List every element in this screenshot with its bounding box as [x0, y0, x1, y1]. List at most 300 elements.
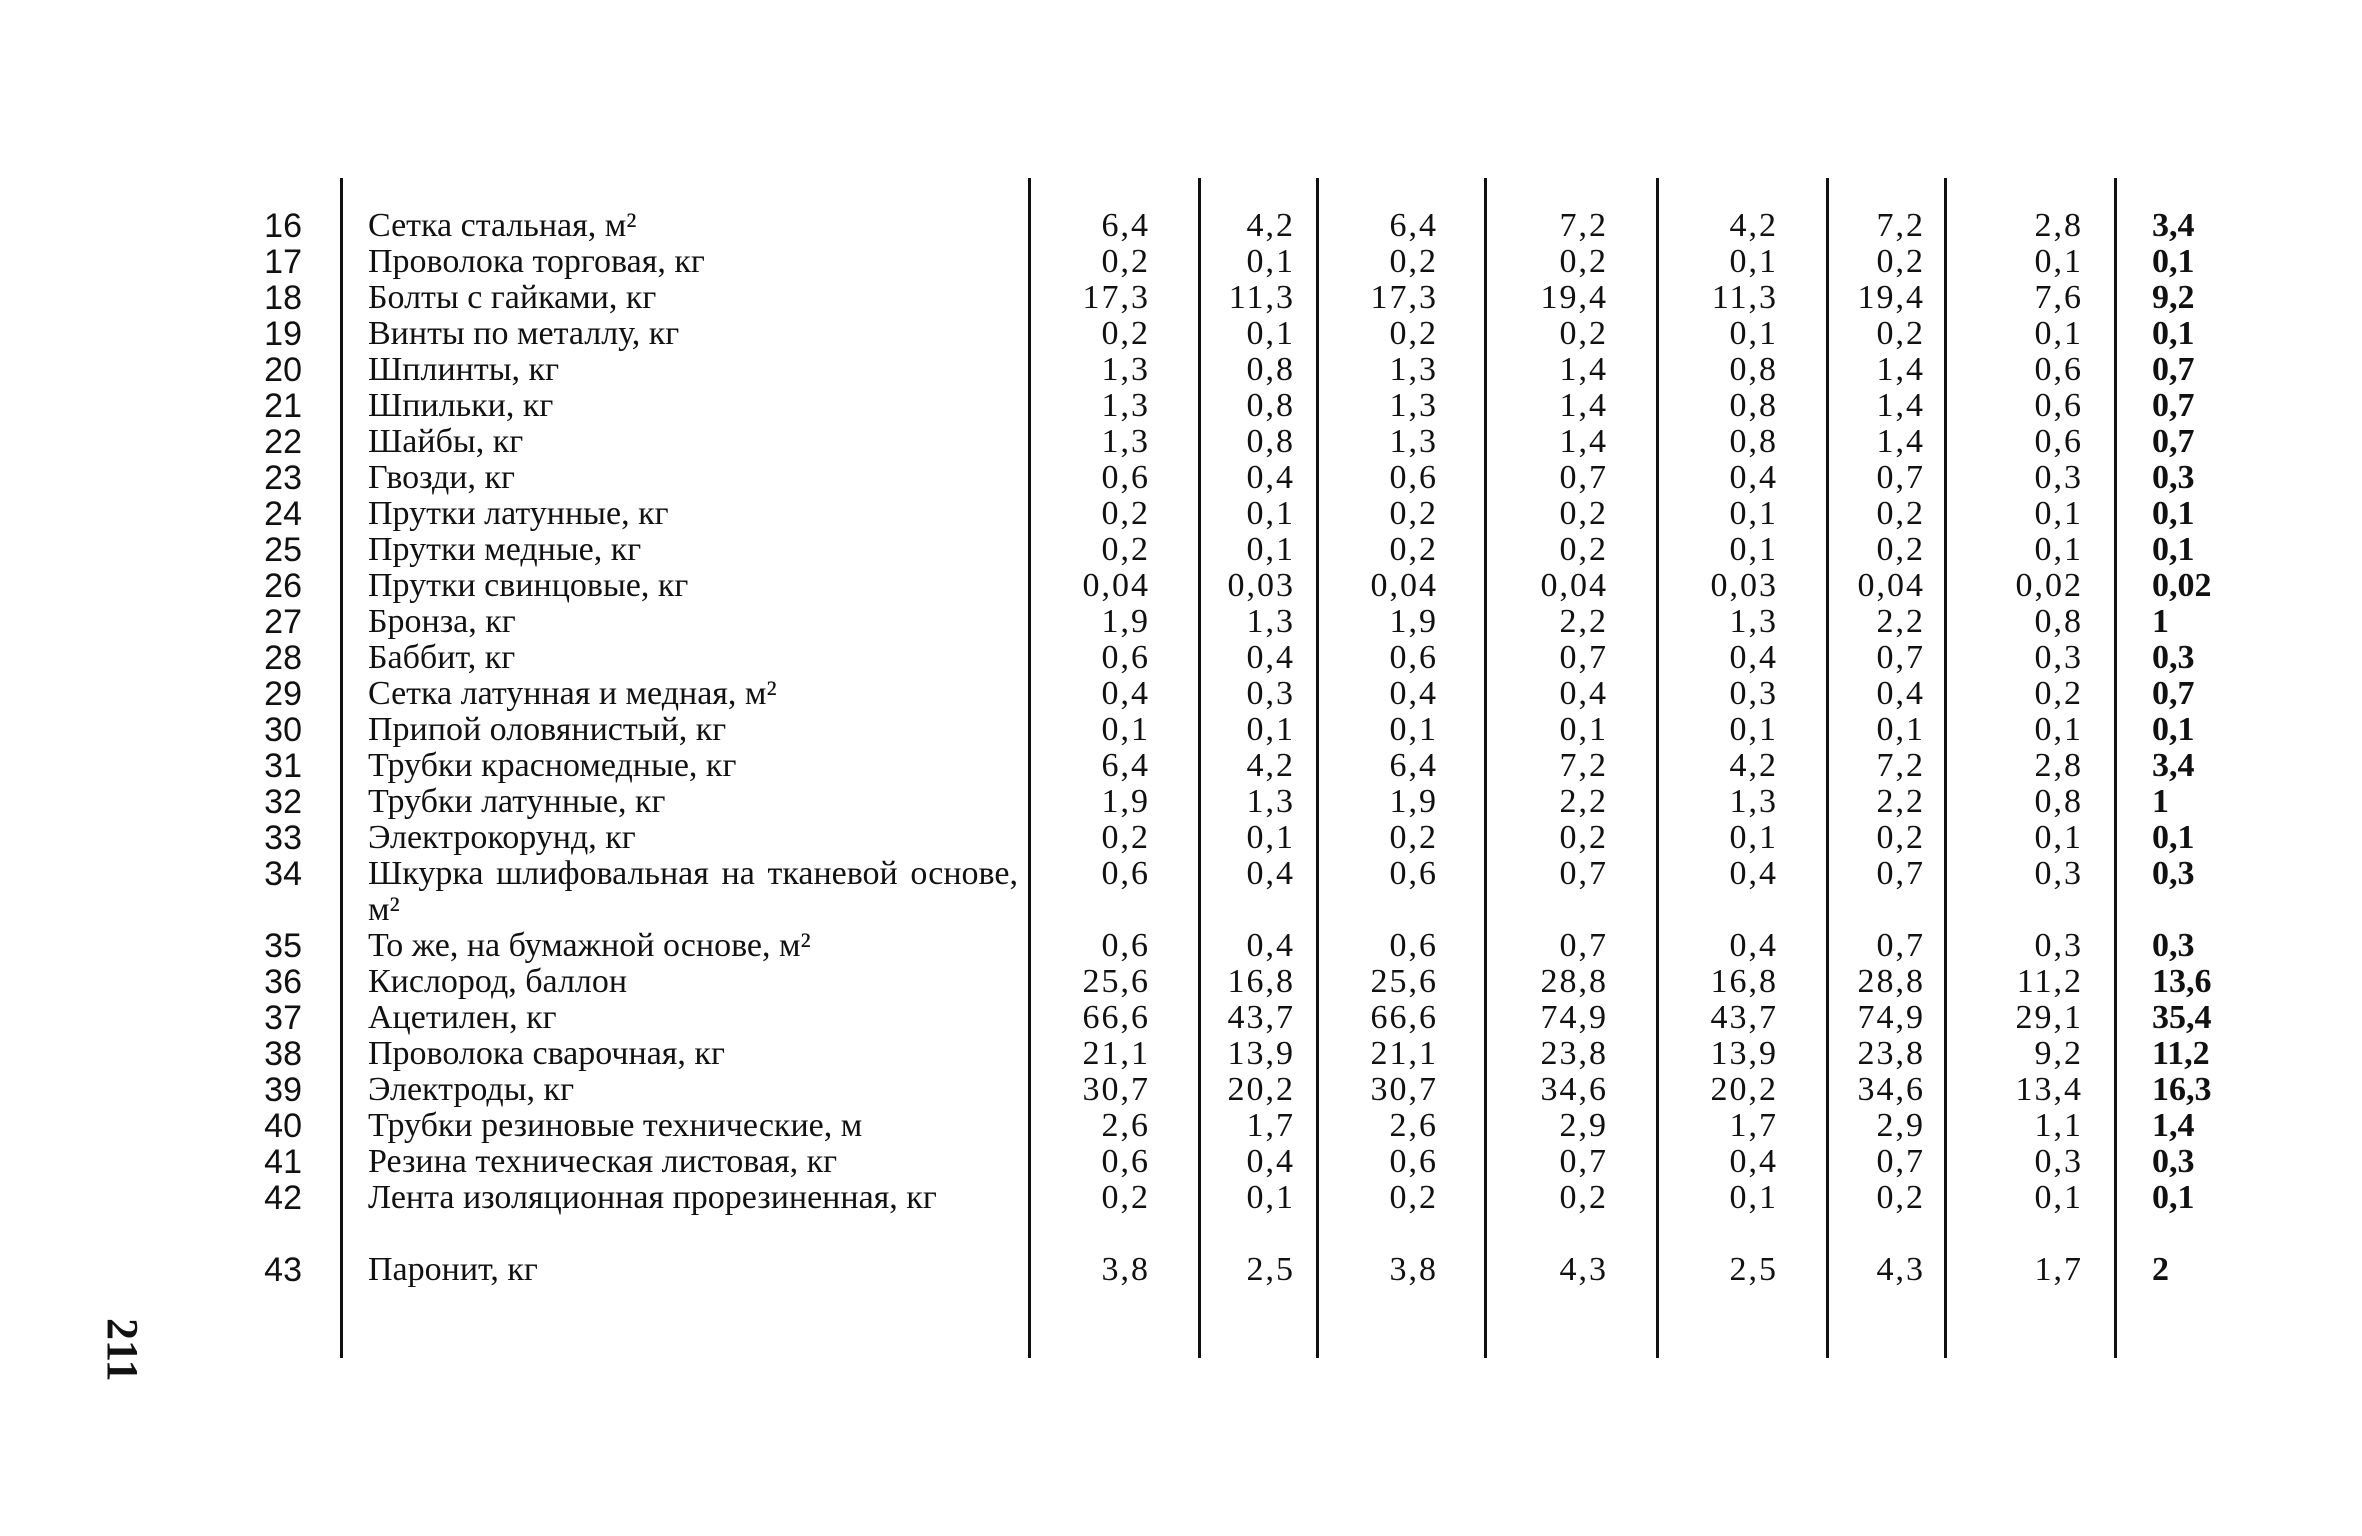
value-cell: 6,4 — [1101, 207, 1150, 244]
row-number: 38 — [264, 1035, 302, 1073]
value-cell: 0,1 — [1729, 531, 1778, 568]
value-cell: 0,2 — [1101, 315, 1150, 352]
table-row — [0, 460, 2362, 496]
page-number: 211 — [98, 1318, 147, 1382]
value-cell: 0,3 — [1729, 675, 1778, 712]
value-cell: 1,9 — [1101, 603, 1150, 640]
material-name: Шпильки, кг — [368, 387, 554, 424]
value-cell: 74,9 — [1857, 999, 1925, 1036]
value-cell: 28,8 — [1540, 963, 1608, 1000]
row-number: 32 — [264, 783, 302, 821]
value-cell: 6,4 — [1101, 747, 1150, 784]
value-cell: 0,1 — [1876, 711, 1925, 748]
row-number: 36 — [264, 963, 302, 1001]
table-row — [0, 424, 2362, 460]
value-cell: 0,3 — [2034, 927, 2083, 964]
value-cell: 1,9 — [1389, 603, 1438, 640]
value-cell: 1,3 — [1246, 603, 1295, 640]
value-cell: 0,4 — [1876, 675, 1925, 712]
material-name: Сетка латунная и медная, м² — [368, 675, 777, 712]
value-cell: 0,3 — [1246, 675, 1295, 712]
value-cell: 0,2 — [1876, 315, 1925, 352]
value-cell: 0,1 — [2034, 819, 2083, 856]
value-cell: 0,6 — [1101, 1143, 1150, 1180]
value-cell: 1,9 — [1101, 783, 1150, 820]
value-cell: 0,6 — [2034, 351, 2083, 388]
row-number: 21 — [264, 387, 302, 425]
value-cell: 0,7 — [1559, 639, 1608, 676]
row-number: 19 — [264, 315, 302, 353]
value-cell: 0,1 — [2152, 819, 2195, 856]
value-cell: 1,4 — [1559, 423, 1608, 460]
value-cell: 7,6 — [2034, 279, 2083, 316]
value-cell: 0,2 — [1559, 531, 1608, 568]
table-row — [0, 712, 2362, 748]
value-cell: 2,2 — [1559, 603, 1608, 640]
value-cell: 11,2 — [2152, 1035, 2210, 1072]
value-cell: 6,4 — [1389, 747, 1438, 784]
value-cell: 21,1 — [1370, 1035, 1438, 1072]
value-cell: 0,2 — [1389, 315, 1438, 352]
value-cell: 1,3 — [1101, 423, 1150, 460]
value-cell: 0,8 — [1729, 351, 1778, 388]
value-cell: 17,3 — [1370, 279, 1438, 316]
table-row — [0, 388, 2362, 424]
material-name: То же, на бумажной основе, м² — [368, 927, 811, 964]
table-row — [0, 1108, 2362, 1144]
table-row — [0, 1000, 2362, 1036]
table-row — [0, 1036, 2362, 1072]
value-cell: 74,9 — [1540, 999, 1608, 1036]
value-cell: 3,4 — [2152, 747, 2195, 784]
value-cell: 0,4 — [1246, 459, 1295, 496]
value-cell: 0,1 — [1246, 495, 1295, 532]
material-name: Шайбы, кг — [368, 423, 524, 460]
value-cell: 0,8 — [1246, 423, 1295, 460]
value-cell: 0,7 — [2152, 351, 2195, 388]
value-cell: 1,3 — [1389, 351, 1438, 388]
material-name: Прутки медные, кг — [368, 531, 642, 568]
row-number: 23 — [264, 459, 302, 497]
value-cell: 7,2 — [1559, 207, 1608, 244]
value-cell: 0,8 — [1729, 387, 1778, 424]
value-cell: 28,8 — [1857, 963, 1925, 1000]
value-cell: 0,6 — [1101, 639, 1150, 676]
value-cell: 3,8 — [1101, 1251, 1150, 1288]
value-cell: 2,2 — [1876, 783, 1925, 820]
value-cell: 0,1 — [1101, 711, 1150, 748]
value-cell: 0,1 — [2034, 1179, 2083, 1216]
material-name: Трубки резиновые технические, м — [368, 1107, 863, 1144]
value-cell: 0,2 — [1101, 531, 1150, 568]
table-row — [0, 568, 2362, 604]
value-cell: 30,7 — [1370, 1071, 1438, 1108]
value-cell: 0,6 — [1389, 639, 1438, 676]
value-cell: 0,03 — [1227, 567, 1295, 604]
value-cell: 0,7 — [2152, 675, 2195, 712]
material-name: Баббит, кг — [368, 639, 516, 676]
value-cell: 34,6 — [1540, 1071, 1608, 1108]
row-number: 31 — [264, 747, 302, 785]
value-cell: 0,6 — [1389, 1143, 1438, 1180]
value-cell: 1,3 — [1729, 783, 1778, 820]
value-cell: 1,7 — [1729, 1107, 1778, 1144]
value-cell: 0,2 — [1389, 531, 1438, 568]
value-cell: 0,7 — [2152, 387, 2195, 424]
material-name: Припой оловянистый, кг — [368, 711, 727, 748]
value-cell: 0,4 — [1101, 675, 1150, 712]
value-cell: 6,4 — [1389, 207, 1438, 244]
table-row — [0, 208, 2362, 244]
value-cell: 2,5 — [1729, 1251, 1778, 1288]
value-cell: 13,6 — [2152, 963, 2212, 1000]
value-cell: 0,2 — [1876, 1179, 1925, 1216]
value-cell: 0,7 — [1876, 459, 1925, 496]
value-cell: 0,2 — [1389, 243, 1438, 280]
row-number: 42 — [264, 1179, 302, 1217]
value-cell: 9,2 — [2152, 279, 2195, 316]
value-cell: 4,3 — [1876, 1251, 1925, 1288]
row-number: 25 — [264, 531, 302, 569]
value-cell: 2,8 — [2034, 747, 2083, 784]
value-cell: 0,6 — [1101, 459, 1150, 496]
table-row — [0, 1144, 2362, 1180]
value-cell: 0,04 — [1370, 567, 1438, 604]
value-cell: 0,1 — [2152, 711, 2195, 748]
row-number: 20 — [264, 351, 302, 389]
value-cell: 1,9 — [1389, 783, 1438, 820]
material-name: Проволока сварочная, кг — [368, 1035, 725, 1072]
value-cell: 11,3 — [1228, 279, 1295, 316]
row-number: 34 — [264, 855, 302, 893]
material-name: Электроды, кг — [368, 1071, 575, 1108]
value-cell: 7,2 — [1559, 747, 1608, 784]
value-cell: 0,7 — [1559, 459, 1608, 496]
table-row — [0, 244, 2362, 280]
value-cell: 0,7 — [1876, 855, 1925, 892]
value-cell: 0,1 — [1559, 711, 1608, 748]
value-cell: 0,6 — [2034, 387, 2083, 424]
value-cell: 0,6 — [1101, 927, 1150, 964]
value-cell: 16,8 — [1710, 963, 1778, 1000]
value-cell: 1,3 — [1389, 387, 1438, 424]
row-number: 29 — [264, 675, 302, 713]
value-cell: 0,7 — [1876, 927, 1925, 964]
value-cell: 7,2 — [1876, 747, 1925, 784]
value-cell: 9,2 — [2034, 1035, 2083, 1072]
row-number: 41 — [264, 1143, 302, 1181]
value-cell: 0,4 — [1389, 675, 1438, 712]
material-name: Прутки свинцовые, кг — [368, 567, 689, 604]
value-cell: 1,3 — [1101, 387, 1150, 424]
value-cell: 0,1 — [1729, 243, 1778, 280]
value-cell: 0,2 — [2034, 675, 2083, 712]
row-number: 17 — [264, 243, 302, 281]
value-cell: 0,2 — [1559, 243, 1608, 280]
value-cell: 0,1 — [1729, 819, 1778, 856]
value-cell: 1,7 — [2034, 1251, 2083, 1288]
table-row — [0, 928, 2362, 964]
value-cell: 0,3 — [2034, 459, 2083, 496]
value-cell: 2,2 — [1876, 603, 1925, 640]
table-row — [0, 1072, 2362, 1108]
value-cell: 13,9 — [1227, 1035, 1295, 1072]
value-cell: 1,3 — [1101, 351, 1150, 388]
value-cell: 0,1 — [2034, 315, 2083, 352]
value-cell: 0,1 — [1729, 315, 1778, 352]
row-number: 39 — [264, 1071, 302, 1109]
material-name: Гвозди, кг — [368, 459, 515, 496]
table-row — [0, 640, 2362, 676]
value-cell: 0,04 — [1540, 567, 1608, 604]
value-cell: 0,4 — [1729, 639, 1778, 676]
materials-table — [0, 208, 2362, 1288]
value-cell: 0,1 — [1246, 315, 1295, 352]
value-cell: 0,2 — [1876, 531, 1925, 568]
value-cell: 0,2 — [1559, 819, 1608, 856]
material-name: Шплинты, кг — [368, 351, 560, 388]
value-cell: 0,2 — [1876, 495, 1925, 532]
value-cell: 0,1 — [1246, 1179, 1295, 1216]
table-row — [0, 748, 2362, 784]
value-cell: 0,4 — [1246, 639, 1295, 676]
value-cell: 43,7 — [1710, 999, 1778, 1036]
value-cell: 0,2 — [1559, 315, 1608, 352]
table-row — [0, 820, 2362, 856]
value-cell: 0,02 — [2152, 567, 2212, 604]
row-number: 40 — [264, 1107, 302, 1145]
value-cell: 0,3 — [2034, 1143, 2083, 1180]
value-cell: 2,6 — [1101, 1107, 1150, 1144]
value-cell: 25,6 — [1370, 963, 1438, 1000]
value-cell: 0,3 — [2034, 639, 2083, 676]
value-cell: 7,2 — [1876, 207, 1925, 244]
value-cell: 2,6 — [1389, 1107, 1438, 1144]
value-cell: 0,1 — [2034, 531, 2083, 568]
value-cell: 29,1 — [2015, 999, 2083, 1036]
table-row — [0, 280, 2362, 316]
value-cell: 0,3 — [2152, 639, 2195, 676]
value-cell: 0,8 — [2034, 603, 2083, 640]
value-cell: 0,4 — [1559, 675, 1608, 712]
value-cell: 0,4 — [1246, 855, 1295, 892]
value-cell: 0,6 — [2034, 423, 2083, 460]
value-cell: 0,4 — [1729, 1143, 1778, 1180]
value-cell: 0,2 — [1389, 1179, 1438, 1216]
value-cell: 2 — [2152, 1251, 2169, 1288]
value-cell: 0,7 — [1876, 639, 1925, 676]
value-cell: 0,04 — [1857, 567, 1925, 604]
value-cell: 0,6 — [1101, 855, 1150, 892]
value-cell: 0,1 — [1729, 711, 1778, 748]
value-cell: 0,1 — [1246, 711, 1295, 748]
value-cell: 0,1 — [1729, 1179, 1778, 1216]
material-name: Паронит, кг — [368, 1251, 538, 1288]
row-number: 22 — [264, 423, 302, 461]
material-name: Электрокорунд, кг — [368, 819, 636, 856]
value-cell: 0,1 — [1246, 531, 1295, 568]
value-cell: 0,2 — [1101, 495, 1150, 532]
row-number: 28 — [264, 639, 302, 677]
table-row — [0, 496, 2362, 532]
value-cell: 4,2 — [1246, 747, 1295, 784]
value-cell: 21,1 — [1082, 1035, 1150, 1072]
value-cell: 13,9 — [1710, 1035, 1778, 1072]
table-row — [0, 964, 2362, 1000]
value-cell: 2,9 — [1876, 1107, 1925, 1144]
value-cell: 0,1 — [1246, 243, 1295, 280]
value-cell: 0,1 — [2034, 711, 2083, 748]
value-cell: 0,2 — [1559, 1179, 1608, 1216]
material-name: Винты по металлу, кг — [368, 315, 680, 352]
material-name: Трубки латунные, кг — [368, 783, 666, 820]
value-cell: 1,4 — [1876, 387, 1925, 424]
value-cell: 1,1 — [2034, 1107, 2083, 1144]
material-name: Лента изоляционная прорезиненная, кг — [368, 1179, 937, 1216]
value-cell: 11,3 — [1711, 279, 1778, 316]
value-cell: 23,8 — [1857, 1035, 1925, 1072]
value-cell: 30,7 — [1082, 1071, 1150, 1108]
value-cell: 25,6 — [1082, 963, 1150, 1000]
value-cell: 0,1 — [1389, 711, 1438, 748]
table-row — [0, 856, 2362, 928]
table-row — [0, 1180, 2362, 1252]
value-cell: 4,3 — [1559, 1251, 1608, 1288]
value-cell: 0,2 — [1389, 819, 1438, 856]
value-cell: 0,1 — [1729, 495, 1778, 532]
value-cell: 19,4 — [1857, 279, 1925, 316]
value-cell: 0,7 — [2152, 423, 2195, 460]
value-cell: 0,4 — [1246, 1143, 1295, 1180]
value-cell: 0,1 — [2034, 495, 2083, 532]
value-cell: 0,7 — [1559, 855, 1608, 892]
material-name: Трубки красномедные, кг — [368, 747, 737, 784]
value-cell: 19,4 — [1540, 279, 1608, 316]
value-cell: 20,2 — [1710, 1071, 1778, 1108]
material-name: Бронза, кг — [368, 603, 516, 640]
value-cell: 1,7 — [1246, 1107, 1295, 1144]
value-cell: 0,6 — [1389, 855, 1438, 892]
row-number: 16 — [264, 207, 302, 245]
row-number: 24 — [264, 495, 302, 533]
table-row — [0, 784, 2362, 820]
value-cell: 0,2 — [1876, 243, 1925, 280]
value-cell: 35,4 — [2152, 999, 2212, 1036]
material-name: Шкурка шлифовальная на тканевой основе, м² — [368, 855, 1018, 928]
value-cell: 0,1 — [2152, 243, 2195, 280]
value-cell: 0,4 — [1246, 927, 1295, 964]
row-number: 37 — [264, 999, 302, 1037]
value-cell: 13,4 — [2015, 1071, 2083, 1108]
value-cell: 0,1 — [2034, 243, 2083, 280]
value-cell: 0,6 — [1389, 459, 1438, 496]
value-cell: 0,3 — [2152, 927, 2195, 964]
value-cell: 16,8 — [1227, 963, 1295, 1000]
table-row — [0, 316, 2362, 352]
row-number: 33 — [264, 819, 302, 857]
row-number: 30 — [264, 711, 302, 749]
material-name: Сетка стальная, м² — [368, 207, 637, 244]
value-cell: 0,2 — [1101, 243, 1150, 280]
value-cell: 0,2 — [1876, 819, 1925, 856]
value-cell: 1,3 — [1729, 603, 1778, 640]
value-cell: 1,4 — [1559, 351, 1608, 388]
table-row — [0, 532, 2362, 568]
value-cell: 34,6 — [1857, 1071, 1925, 1108]
value-cell: 0,1 — [2152, 495, 2195, 532]
value-cell: 0,3 — [2034, 855, 2083, 892]
value-cell: 0,4 — [1729, 855, 1778, 892]
material-name: Проволока торговая, кг — [368, 243, 705, 280]
value-cell: 0,1 — [2152, 1179, 2195, 1216]
table-row — [0, 352, 2362, 388]
material-name: Кислород, баллон — [368, 963, 628, 1000]
material-name: Прутки латунные, кг — [368, 495, 669, 532]
value-cell: 0,02 — [2015, 567, 2083, 604]
value-cell: 0,4 — [1729, 459, 1778, 496]
value-cell: 0,2 — [1389, 495, 1438, 532]
row-number: 43 — [264, 1251, 302, 1289]
table-row — [0, 676, 2362, 712]
value-cell: 17,3 — [1082, 279, 1150, 316]
value-cell: 4,2 — [1729, 207, 1778, 244]
value-cell: 0,8 — [1246, 387, 1295, 424]
value-cell: 2,5 — [1246, 1251, 1295, 1288]
value-cell: 0,2 — [1101, 819, 1150, 856]
row-number: 26 — [264, 567, 302, 605]
material-name: Болты с гайками, кг — [368, 279, 657, 316]
value-cell: 0,8 — [1729, 423, 1778, 460]
value-cell: 0,2 — [1559, 495, 1608, 532]
value-cell: 4,2 — [1246, 207, 1295, 244]
value-cell: 0,1 — [1246, 819, 1295, 856]
value-cell: 0,8 — [2034, 783, 2083, 820]
value-cell: 3,4 — [2152, 207, 2195, 244]
value-cell: 0,2 — [1101, 1179, 1150, 1216]
value-cell: 20,2 — [1227, 1071, 1295, 1108]
value-cell: 0,1 — [2152, 315, 2195, 352]
value-cell: 0,3 — [2152, 855, 2195, 892]
table-row — [0, 604, 2362, 640]
value-cell: 1,4 — [2152, 1107, 2195, 1144]
material-name: Ацетилен, кг — [368, 999, 557, 1036]
value-cell: 1,3 — [1389, 423, 1438, 460]
value-cell: 0,7 — [1876, 1143, 1925, 1180]
value-cell: 0,8 — [1246, 351, 1295, 388]
value-cell: 4,2 — [1729, 747, 1778, 784]
row-number: 35 — [264, 927, 302, 965]
value-cell: 0,4 — [1729, 927, 1778, 964]
value-cell: 3,8 — [1389, 1251, 1438, 1288]
value-cell: 0,3 — [2152, 459, 2195, 496]
value-cell: 2,8 — [2034, 207, 2083, 244]
table-row — [0, 1252, 2362, 1288]
value-cell: 1,4 — [1876, 423, 1925, 460]
value-cell: 0,1 — [2152, 531, 2195, 568]
value-cell: 2,2 — [1559, 783, 1608, 820]
value-cell: 1,4 — [1559, 387, 1608, 424]
value-cell: 11,2 — [2016, 963, 2083, 1000]
material-name: Резина техническая листовая, кг — [368, 1143, 838, 1180]
row-number: 27 — [264, 603, 302, 641]
value-cell: 16,3 — [2152, 1071, 2212, 1108]
row-number: 18 — [264, 279, 302, 317]
value-cell: 0,7 — [1559, 1143, 1608, 1180]
value-cell: 1,4 — [1876, 351, 1925, 388]
value-cell: 23,8 — [1540, 1035, 1608, 1072]
value-cell: 66,6 — [1370, 999, 1438, 1036]
value-cell: 0,03 — [1710, 567, 1778, 604]
